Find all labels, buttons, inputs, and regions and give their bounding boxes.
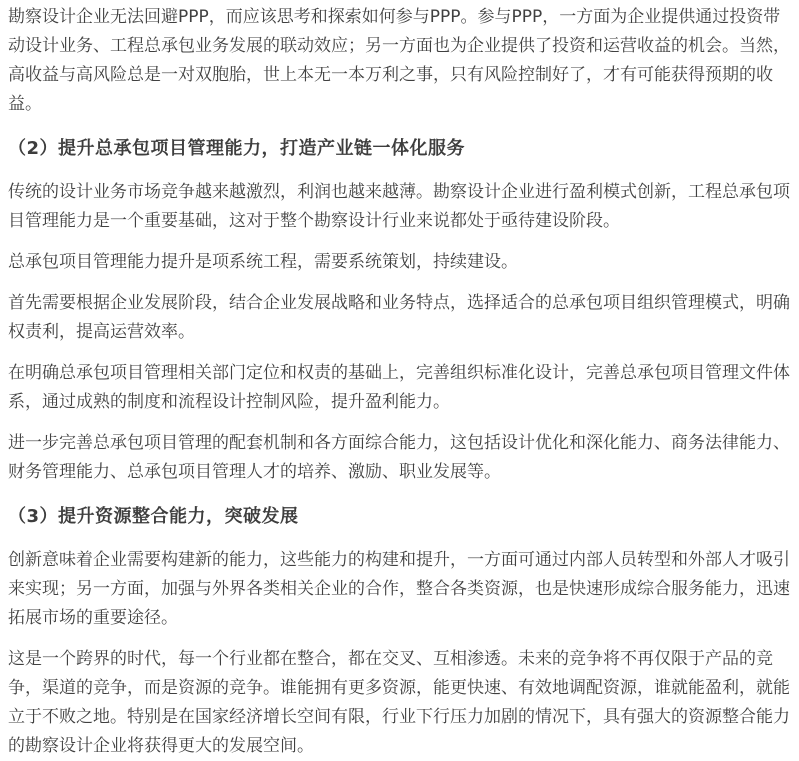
- section-heading-3: （3）提升资源整合能力，突破发展: [8, 506, 299, 527]
- paragraph-standardized-design: 在明确总承包项目管理相关部门定位和权责的基础上，完善组织标准化设计，完善总承包项目管理文件体系，通过成熟的制度和流程设计控制风险，提升盈利能力。: [8, 363, 790, 412]
- paragraph-org-management-model: 首先需要根据企业发展阶段，结合企业发展战略和业务特点，选择适合的总承包项目组织管理模式，明确权责利，提高运营效率。: [8, 293, 790, 342]
- section-heading-2: （2）提升总承包项目管理能力，打造产业链一体化服务: [8, 138, 466, 159]
- paragraph-crossover-era: 这是一个跨界的时代，每一个行业都在整合，都在交叉、互相渗透。未来的竞争将不再仅限于产品的竞争，渠道的竞争，而是资源的竞争。谁能拥有更多资源，能更快速、有效地调配资源，谁就能盈利，就能立于不败之地。特别是在国家经济增长空间有限，行业下行压力加剧的情况下，具有强大的资源整合能力的勘察设计企业将获得更大的发展空间。: [8, 649, 790, 756]
- paragraph-system-engineering: 总承包项目管理能力提升是项系统工程，需要系统策划，持续建设。: [8, 252, 518, 272]
- paragraph-innovation-capability: 创新意味着企业需要构建新的能力，这些能力的构建和提升，一方面可通过内部人员转型和外部人才吸引来实现；另一方面，加强与外界各类相关企业的合作，整合各类资源，也是快速形成综合服务能力，迅速拓展市场的重要途径。: [8, 550, 790, 628]
- paragraph-market-competition: 传统的设计业务市场竞争越来越激烈，利润也越来越薄。勘察设计企业进行盈利模式创新，工程总承包项目管理能力是一个重要基础，这对于整个勘察设计行业来说都处于亟待建设阶段。: [8, 182, 790, 231]
- paragraph-supporting-mechanisms: 进一步完善总承包项目管理的配套机制和各方面综合能力，这包括设计优化和深化能力、商务法律能力、财务管理能力、总承包项目管理人才的培养、激励、职业发展等。: [8, 433, 790, 482]
- paragraph-ppp-participation: 勘察设计企业无法回避PPP，而应该思考和探索如何参与PPP。参与PPP，一方面为企业提供通过投资带动设计业务、工程总承包业务发展的联动效应；另一方面也为企业提供了投资和运营收益的机会。当然，高收益与高风险总是一对双胞胎，世上本无一本万利之事，只有风险控制好了，才有可能获得预期的收益。: [8, 7, 790, 114]
